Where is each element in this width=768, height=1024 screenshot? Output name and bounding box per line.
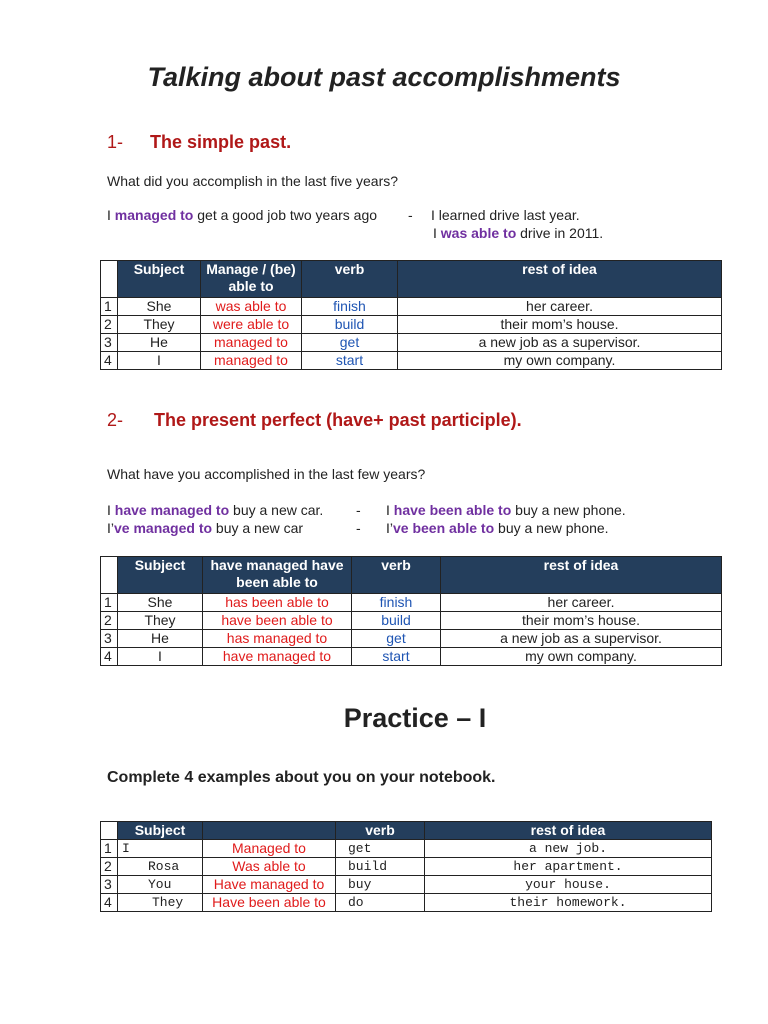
cell-rest: her career. (398, 298, 722, 316)
cell-modal: Have been able to (203, 894, 336, 912)
l1a-post: buy a new car. (229, 502, 324, 518)
cell-subject: Rosa (118, 858, 203, 876)
row-number: 3 (101, 630, 118, 648)
header-rest: rest of idea (398, 261, 722, 298)
section1-example-3 (433, 225, 603, 241)
l2a-pre: I’ (107, 520, 114, 536)
practice-instruction: Complete 4 examples about you on your notebook. (107, 769, 496, 786)
cell-verb: get (352, 630, 441, 648)
table-row (101, 298, 722, 316)
table-row (101, 840, 712, 858)
row-number: 2 (101, 612, 118, 630)
row-number: 1 (101, 840, 118, 858)
table-row (101, 876, 712, 894)
row-number: 1 (101, 594, 118, 612)
section1-question: What did you accomplish in the last five years? (107, 173, 399, 189)
cell-modal: were able to (201, 316, 302, 334)
cell-rest: their mom’s house. (441, 612, 722, 630)
cell-modal: managed to (201, 334, 302, 352)
cell-subject: You (118, 876, 203, 894)
l2b-post: buy a new phone. (494, 520, 609, 536)
row-number: 4 (101, 352, 118, 370)
table-header (101, 822, 712, 840)
header-rest: rest of idea (425, 822, 712, 840)
table-row (101, 334, 722, 352)
section1-example-2: I learned drive last year. (431, 207, 580, 223)
page-title: Talking about past accomplishments (147, 62, 621, 92)
cell-modal: managed to (201, 352, 302, 370)
cell-rest: their mom’s house. (398, 316, 722, 334)
header-modal (203, 822, 336, 840)
table-row (101, 630, 722, 648)
cell-subject: I (118, 648, 203, 666)
cell-subject: She (118, 298, 201, 316)
row-number: 3 (101, 334, 118, 352)
table-row (101, 612, 722, 630)
cell-subject: She (118, 594, 203, 612)
l2b-key: ve been able to (393, 520, 495, 536)
table-row (101, 316, 722, 334)
table-practice (100, 821, 712, 912)
table-row (101, 648, 722, 666)
cell-modal: Was able to (203, 858, 336, 876)
table-row (101, 594, 722, 612)
cell-subject: They (118, 894, 203, 912)
row-number: 2 (101, 858, 118, 876)
section1-dash: - (408, 207, 413, 223)
cell-verb: finish (302, 298, 398, 316)
table-row (101, 894, 712, 912)
cell-rest: a new job. (425, 840, 712, 858)
cell-subject: He (118, 334, 201, 352)
l1b-pre: I (386, 502, 394, 518)
cell-modal: was able to (201, 298, 302, 316)
cell-rest: my own company. (441, 648, 722, 666)
table-header (101, 261, 722, 298)
header-num (101, 822, 118, 840)
row-number: 1 (101, 298, 118, 316)
section2-title: The present perfect (have+ past participle). (154, 410, 522, 430)
cell-modal: has been able to (203, 594, 352, 612)
section1-example-1 (107, 207, 377, 223)
header-num (101, 261, 118, 298)
cell-rest: a new job as a supervisor. (398, 334, 722, 352)
cell-subject: They (118, 612, 203, 630)
l1a-pre: I (107, 502, 115, 518)
section1-title: The simple past. (150, 132, 292, 152)
section1-number: 1- (107, 132, 124, 152)
section2-example-1b (386, 502, 626, 518)
table-simple-past (100, 260, 722, 370)
section2-heading (107, 410, 522, 431)
row-number: 2 (101, 316, 118, 334)
section2-number: 2- (107, 410, 124, 430)
cell-modal: have been able to (203, 612, 352, 630)
table-header (101, 557, 722, 594)
section2-example-1a (107, 502, 323, 518)
cell-verb: start (302, 352, 398, 370)
cell-rest: your house. (425, 876, 712, 894)
header-rest: rest of idea (441, 557, 722, 594)
cell-verb: get (302, 334, 398, 352)
cell-rest: a new job as a supervisor. (441, 630, 722, 648)
cell-verb: build (352, 612, 441, 630)
cell-rest: her apartment. (425, 858, 712, 876)
header-verb: verb (352, 557, 441, 594)
header-subject: Subject (118, 261, 201, 298)
cell-rest: their homework. (425, 894, 712, 912)
section2-example-2b (386, 520, 609, 536)
cell-subject: He (118, 630, 203, 648)
header-subject: Subject (118, 822, 203, 840)
l2b-pre: I’ (386, 520, 393, 536)
l2a-post: buy a new car (212, 520, 304, 536)
ex3-post: drive in 2011. (516, 225, 604, 241)
cell-verb: build (302, 316, 398, 334)
table-present-perfect (100, 556, 722, 666)
cell-verb: finish (352, 594, 441, 612)
header-num (101, 557, 118, 594)
cell-subject: I (118, 840, 203, 858)
ex1-key: managed to (114, 207, 194, 223)
ex3-pre: I (433, 225, 441, 241)
section2-dash-2: - (356, 520, 361, 536)
table-row (101, 352, 722, 370)
cell-modal: Have managed to (203, 876, 336, 894)
l1a-key: have managed to (114, 502, 230, 518)
ex1-pre: I (107, 207, 115, 223)
cell-verb: start (352, 648, 441, 666)
section2-dash-1: - (356, 502, 361, 518)
section1-heading (107, 132, 291, 153)
cell-subject: They (118, 316, 201, 334)
row-number: 4 (101, 648, 118, 666)
cell-verb: buy (336, 876, 425, 894)
l1b-key: have been able to (393, 502, 512, 518)
header-modal: Manage / (be) able to (201, 261, 302, 298)
row-number: 3 (101, 876, 118, 894)
practice-heading: Practice – I (343, 703, 487, 733)
cell-modal: has managed to (203, 630, 352, 648)
header-verb: verb (302, 261, 398, 298)
cell-verb: do (336, 894, 425, 912)
header-subject: Subject (118, 557, 203, 594)
cell-rest: my own company. (398, 352, 722, 370)
section2-example-2a (107, 520, 303, 536)
ex1-post: get a good job two years ago (193, 207, 378, 223)
cell-modal: have managed to (203, 648, 352, 666)
l2a-key: ve managed to (114, 520, 213, 536)
row-number: 4 (101, 894, 118, 912)
cell-verb: build (336, 858, 425, 876)
cell-modal: Managed to (203, 840, 336, 858)
ex3-key: was able to (440, 225, 517, 241)
l1b-post: buy a new phone. (511, 502, 626, 518)
header-verb: verb (336, 822, 425, 840)
cell-rest: her career. (441, 594, 722, 612)
cell-subject: I (118, 352, 201, 370)
table-row (101, 858, 712, 876)
section2-question: What have you accomplished in the last few years? (107, 466, 426, 482)
header-modal: have managed have been able to (203, 557, 352, 594)
cell-verb: get (336, 840, 425, 858)
